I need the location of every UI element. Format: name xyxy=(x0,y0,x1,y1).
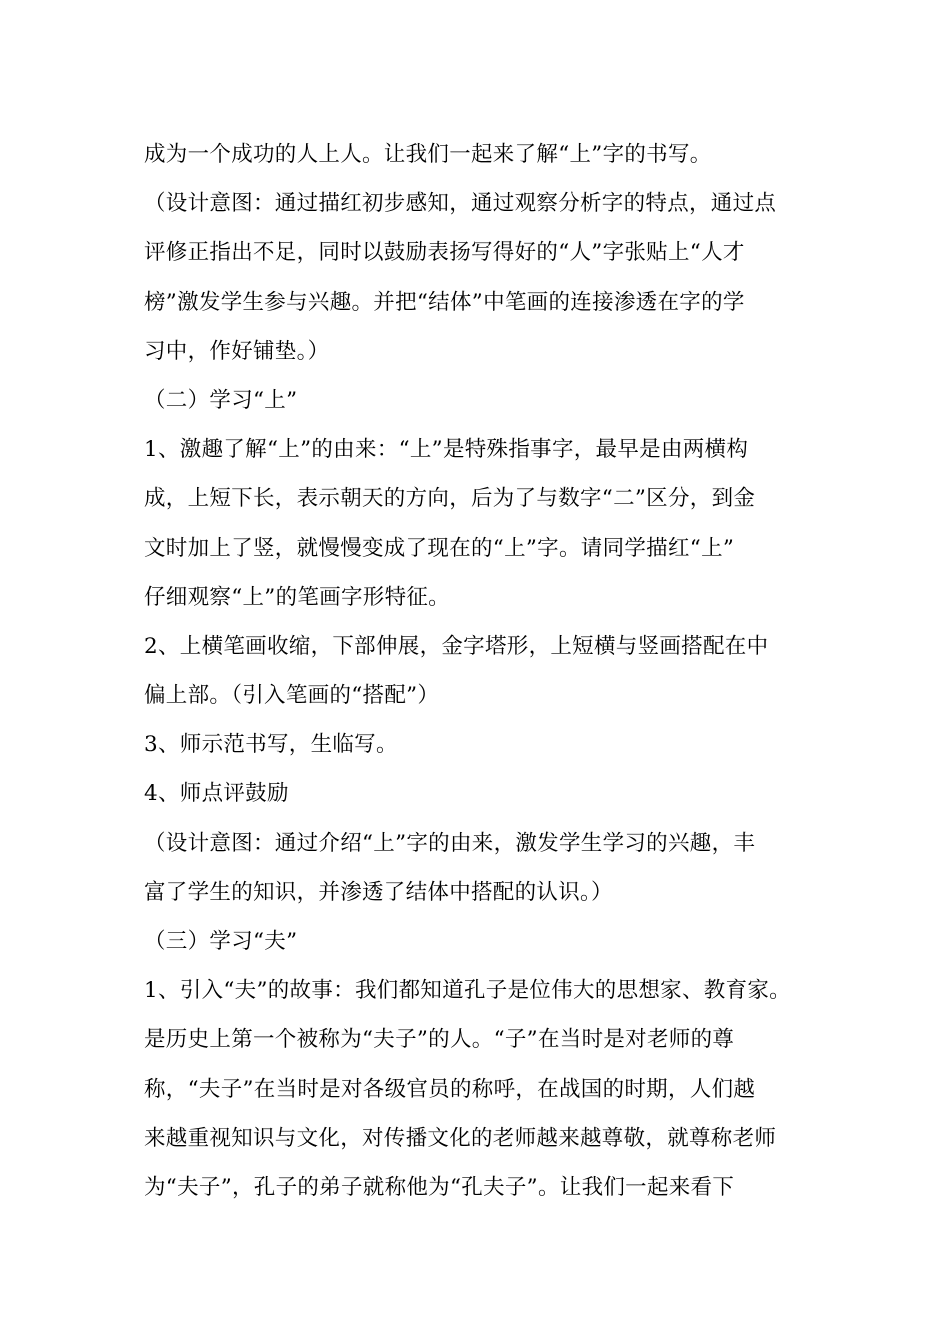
section-heading: （二）学习“上” xyxy=(144,387,298,413)
step-2-line: 2、上横笔画收缩，下部伸展，金字塔形，上短横与竖画搭配在中 xyxy=(144,633,769,659)
design-intent-paragraph-line: 富了学生的知识，并渗透了结体中搭配的认识。） xyxy=(144,879,613,905)
story-paragraph-line: 称，“夫子”在当时是对各级官员的称呼，在战国的时期，人们越 xyxy=(144,1076,756,1102)
design-intent-paragraph-line: 评修正指出不足，同时以鼓励表扬写得好的“人”字张贴上“人才 xyxy=(144,240,745,266)
design-intent-paragraph-line: 习中，作好铺垫。） xyxy=(144,338,330,364)
design-intent-paragraph-line: （设计意图：通过介绍“上”字的由来，激发学生学习的兴趣，丰 xyxy=(144,830,756,856)
design-intent-paragraph-line: （设计意图：通过描红初步感知，通过观察分析字的特点，通过点 xyxy=(144,191,777,217)
text-line: 成为一个成功的人上人。让我们一起来了解“上”字的书写。 xyxy=(144,142,712,167)
step-1-line: 成，上短下长，表示朝天的方向，后为了与数字“二”区分，到金 xyxy=(144,486,756,512)
design-intent-paragraph-line: 榜”激发学生参与兴趣。并把“结体”中笔画的连接渗透在字的学 xyxy=(144,289,745,315)
section-heading: （三）学习“夫” xyxy=(144,929,298,954)
step-3-line: 3、师示范书写，生临写。 xyxy=(144,732,398,758)
story-paragraph-line: 为“夫子”，孔子的弟子就称他为“孔夫子”。让我们一起来看下 xyxy=(144,1174,735,1200)
step-4-line: 4、师点评鼓励 xyxy=(144,781,289,807)
story-paragraph-line: 来越重视知识与文化，对传播文化的老师越来越尊敬，就尊称老师 xyxy=(144,1125,777,1151)
step-1-line: 文时加上了竖，就慢慢变成了现在的“上”字。请同学描红“上” xyxy=(144,535,735,561)
step-2-line: 偏上部。（引入笔画的“搭配”） xyxy=(144,683,440,709)
story-paragraph-line: 是历史上第一个被称为“夫子”的人。“子”在当时是对老师的尊 xyxy=(144,1027,735,1053)
step-1-line: 仔细观察“上”的笔画字形特征。 xyxy=(144,584,450,610)
story-paragraph-line: 1、引入“夫”的故事：我们都知道孔子是位伟大的思想家、教育家。 xyxy=(144,978,791,1004)
document-body xyxy=(144,130,844,1212)
step-1-line: 1、激趣了解“上”的由来：“上”是特殊指事字，最早是由两横构 xyxy=(144,437,749,463)
